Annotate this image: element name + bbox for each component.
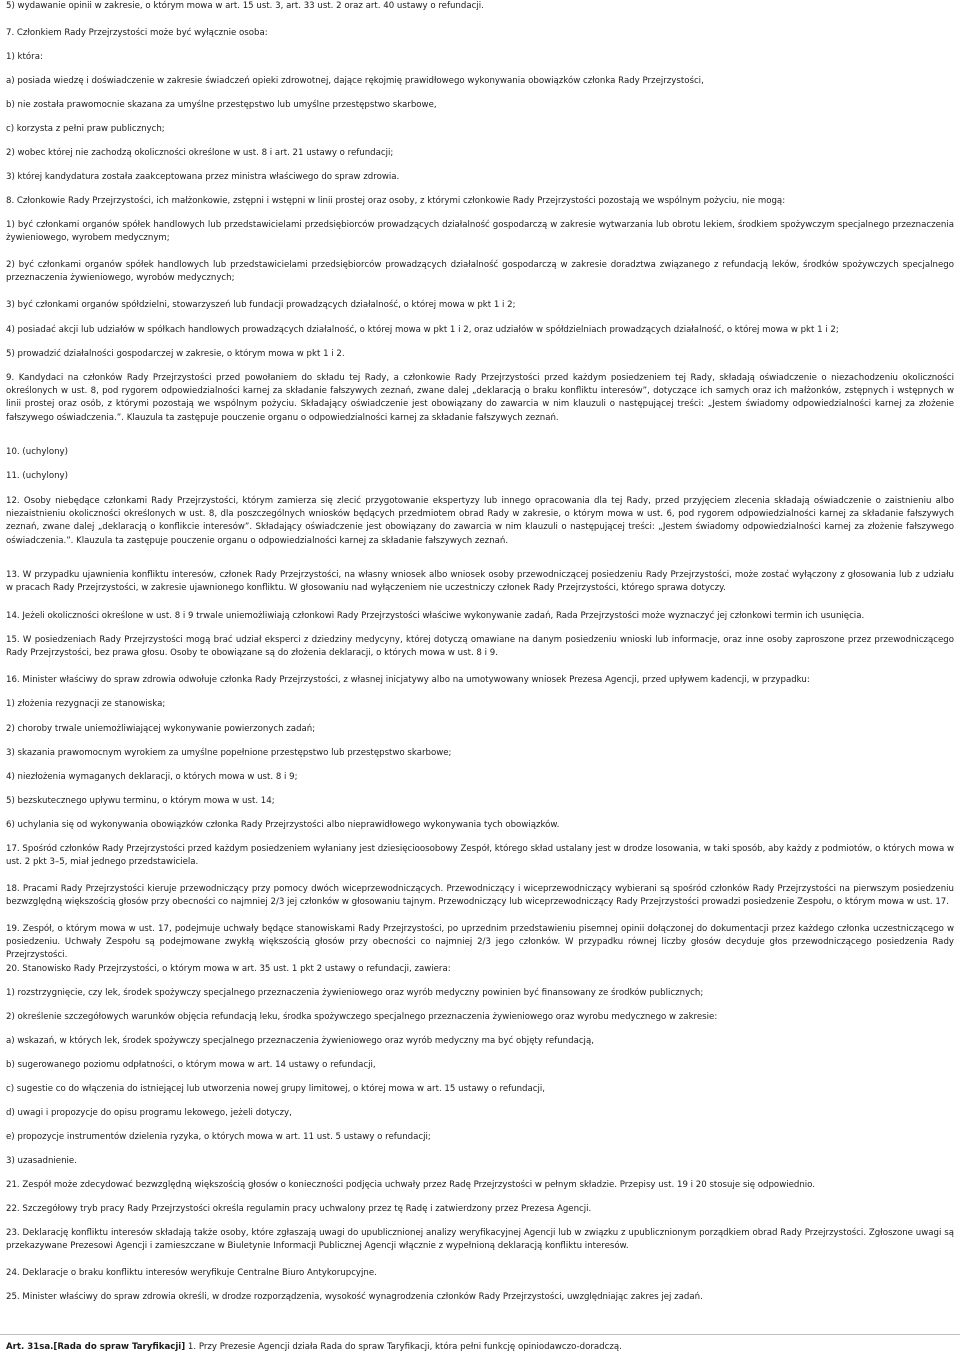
paragraph: 16. Minister właściwy do spraw zdrowia odwołuje członka Rady Przejrzystości, z własnej inicjatywy albo na umotywowany wniosek Prezesa Agencji, przed upływem kadencji, w przypadku: xyxy=(6,675,810,685)
paragraph: 2) choroby trwale uniemożliwiającej wykonywanie powierzonych zadań; xyxy=(6,724,316,734)
paragraph: 8. Członkowie Rady Przejrzystości, ich małżonkowie, zstępni i wstępni w linii prostej oraz osoby, z którymi członkowie Rady Przejrzystości pozostają we wspólnym pożyciu, nie mogą: xyxy=(6,196,786,206)
article-heading xyxy=(6,1341,954,1354)
paragraph: 2) określenie szczegółowych warunków objęcia refundacją leku, środka spożywczego specjalnego przeznaczenia żywieniowego oraz wyrobu medycznego w zakresie: xyxy=(6,1012,718,1022)
paragraph: 14. Jeżeli okoliczności określone w ust. 8 i 9 trwale uniemożliwiają członkowi Rady Przejrzystości właściwe wykonywanie zadań, Rada Przejrzystości może wyznaczyć jej członkowi termin ich usunięcia. xyxy=(6,611,865,621)
paragraph: 1) być członkami organów spółek handlowych lub przedstawicielami przedsiębiorców prowadzących działalność gospodarczą w zakresie wytwarzania lub obrotu lekiem, środkiem spożywczym specjalnego przeznaczenia żywieniowego, wyrobem medycznym; xyxy=(6,220,954,244)
paragraph: 20. Stanowisko Rady Przejrzystości, o którym mowa w art. 35 ust. 1 pkt 2 ustawy o refundacji, zawiera: xyxy=(6,964,451,974)
paragraph: 1) złożenia rezygnacji ze stanowiska; xyxy=(6,699,166,709)
paragraph: 22. Szczegółowy tryb pracy Rady Przejrzystości określa regulamin pracy uchwalony przez tę Radę i zatwierdzony przez Prezesa Agencji. xyxy=(6,1204,592,1214)
paragraph: c) sugestie co do włączenia do istniejącej lub utworzenia nowej grupy limitowej, o której mowa w art. 15 ustawy o refundacji, xyxy=(6,1084,545,1094)
paragraph: 5) bezskutecznego upływu terminu, o którym mowa w ust. 14; xyxy=(6,796,275,806)
paragraph: 5) wydawanie opinii w zakresie, o którym mowa w art. 15 ust. 3, art. 33 ust. 2 oraz art. 40 ustawy o refundacji. xyxy=(6,1,484,11)
paragraph: 3) której kandydatura została zaakceptowana przez ministra właściwego do spraw zdrowia. xyxy=(6,172,400,182)
paragraph: 13. W przypadku ujawnienia konfliktu interesów, członek Rady Przejrzystości, na własny wniosek albo wniosek osoby przewodniczącej posiedzeniu Rady Przejrzystości, może zostać wyłączony z głosowania lub z udziału w pracach Rady Przejrzystości, w zakresie ujawnionego konfliktu. W głosowaniu nad wyłączeniem nie uczestniczy członek Rady Przejrzystości, którego sprawa dotyczy. xyxy=(6,570,954,594)
paragraph: c) korzysta z pełni praw publicznych; xyxy=(6,124,165,134)
paragraph: e) propozycje instrumentów dzielenia ryzyka, o których mowa w art. 11 ust. 5 ustawy o refundacji; xyxy=(6,1132,431,1142)
paragraph: 2) wobec której nie zachodzą okoliczności określone w ust. 8 i art. 21 ustawy o refundacji; xyxy=(6,148,394,158)
paragraph: 7. Członkiem Rady Przejrzystości może być wyłącznie osoba: xyxy=(6,28,268,38)
paragraph: 2) być członkami organów spółek handlowych lub przedstawicielami przedsiębiorców prowadzących działalność gospodarczą w zakresie doradztwa związanego z refundacją leków, środków spożywczych specjalnego przeznaczenia żywieniowego, wyrobów medycznych; xyxy=(6,260,954,284)
paragraph: 10. (uchylony) xyxy=(6,447,68,457)
paragraph: 1) która: xyxy=(6,52,43,62)
paragraph: 24. Deklaracje o braku konfliktu interesów weryfikuje Centralne Biuro Antykorupcyjne. xyxy=(6,1268,377,1278)
paragraph: 18. Pracami Rady Przejrzystości kieruje przewodniczący przy pomocy dwóch wiceprzewodniczących. Przewodniczący i wiceprzewodniczący wybierani są spośród członków Rady Przejrzystości na pierwszym posiedzeniu bezwzględną większością głosów przy obecności co najmniej 2/3 jej członków w głosowaniu tajnym. Przewodniczący lub wiceprzewodniczący Rady Przejrzystości prowadzi posiedzenie Zespołu, o którym mowa w ust. 17. xyxy=(6,884,954,908)
paragraph: 4) posiadać akcji lub udziałów w spółkach handlowych prowadzących działalność, o której mowa w pkt 1 i 2, oraz udziałów w spółdzielniach prowadzących działalność, o której mowa w pkt 1 i 2; xyxy=(6,325,839,335)
paragraph: 9. Kandydaci na członków Rady Przejrzystości przed powołaniem do składu tej Rady, a członkowie Rady Przejrzystości przed każdym posiedzeniem tej Rady, składają oświadczenie o niezachodzeniu okoliczności określonych w ust. 8, pod rygorem odpowiedzialności karnej za składanie fałszywych zeznań, zwane dalej „deklaracją o braku konfliktu interesów”, dotyczące ich samych oraz ich małżonków, zstępnych i wstępnych w linii prostej oraz osób, z którymi pozostają we wspólnym pożyciu. Składający oświadczenie jest obowiązany do zawarcia w nim klauzuli o następującej treści: „Jestem świadomy odpowiedzialności karnej za złożenie fałszywego oświadczenia.”. Klauzula ta zastępuje pouczenie organu o odpowiedzialności karnej za składanie fałszywych zeznań. xyxy=(6,373,954,423)
paragraph: 3) uzasadnienie. xyxy=(6,1156,77,1166)
paragraph: b) nie została prawomocnie skazana za umyślne przestępstwo lub umyślne przestępstwo skarbowe, xyxy=(6,100,437,110)
paragraph: d) uwagi i propozycje do opisu programu lekowego, jeżeli dotyczy, xyxy=(6,1108,292,1118)
paragraph: 6) uchylania się od wykonywania obowiązków członka Rady Przejrzystości albo nieprawidłowego wykonywania tych obowiązków. xyxy=(6,820,560,830)
article-label: Art. 31sa.[Rada do spraw Taryfikacji] xyxy=(6,1342,186,1352)
paragraph: 1) rozstrzygnięcie, czy lek, środek spożywczy specjalnego przeznaczenia żywieniowego oraz wyrób medyczny powinien być finansowany ze środków publicznych; xyxy=(6,988,704,998)
paragraph: a) posiada wiedzę i doświadczenie w zakresie świadczeń opieki zdrowotnej, dające rękojmię prawidłowego wykonywania obowiązków członka Rady Przejrzystości, xyxy=(6,76,704,86)
paragraph: 12. Osoby niebędące członkami Rady Przejrzystości, którym zamierza się zlecić przygotowanie ekspertyzy lub innego opracowania dla tej Rady, przed przyjęciem zlecenia składają oświadczenie o zaistnieniu albo niezaistnieniu okoliczności określonych w ust. 8, dla poszczególnych wniosków będących przedmiotem obrad Rady w zakresie, o którym mowa w ust. 6, pod rygorem odpowiedzialności karnej za składanie fałszywych zeznań, zwane dalej „deklaracją o konflikcie interesów”. Składający oświadczenie jest obowiązany do zawarcia w nim klauzuli o następującej treści: „Jestem świadomy odpowiedzialności karnej za złożenie fałszywego oświadczenia.”. Klauzula ta zastępuje pouczenie organu o odpowiedzialności karnej za składanie fałszywych zeznań. xyxy=(6,496,954,546)
paragraph: 23. Deklarację konfliktu interesów składają także osoby, które zgłaszają uwagi do upublicznionej analizy weryfikacyjnej Agencji lub w związku z upublicznionym porządkiem obrad Rady Przejrzystości. Zgłoszone uwagi są przekazywane Prezesowi Agencji i zamieszczane w Biuletynie Informacji Publicznej Agencji włącznie z wypełnioną deklaracją konfliktu interesów. xyxy=(6,1228,954,1252)
paragraph: 5) prowadzić działalności gospodarczej w zakresie, o którym mowa w pkt 1 i 2. xyxy=(6,349,345,359)
paragraph: 15. W posiedzeniach Rady Przejrzystości mogą brać udział eksperci z dziedziny medycyny, której dotyczą omawiane na danym posiedzeniu wnioski lub informacje, oraz inne osoby zaproszone przez przewodniczącego Rady Przejrzystości, bez prawa głosu. Osoby te obowiązane są do złożenia deklaracji, o których mowa w ust. 8 i 9. xyxy=(6,635,954,659)
paragraph: 21. Zespół może zdecydować bezwzględną większością głosów o konieczności podjęcia uchwały przez Radę Przejrzystości w pełnym składzie. Przepisy ust. 19 i 20 stosuje się odpowiednio. xyxy=(6,1180,816,1190)
paragraph: 11. (uchylony) xyxy=(6,471,68,481)
paragraph: 25. Minister właściwy do spraw zdrowia określi, w drodze rozporządzenia, wysokość wynagrodzenia członków Rady Przejrzystości, uwzględniając zakres jej zadań. xyxy=(6,1292,703,1302)
paragraph: 4) niezłożenia wymaganych deklaracji, o których mowa w ust. 8 i 9; xyxy=(6,772,298,782)
paragraph: 3) skazania prawomocnym wyrokiem za umyślne popełnione przestępstwo lub przestępstwo skarbowe; xyxy=(6,748,452,758)
paragraph: 17. Spośród członków Rady Przejrzystości przed każdym posiedzeniem wyłaniany jest dziesięcioosobowy Zespół, którego skład ustalany jest w drodze losowania, w taki sposób, aby każdy z podmiotów, o których mowa w ust. 2 pkt 3–5, miał jednego przedstawiciela. xyxy=(6,844,954,868)
paragraph: 19. Zespół, o którym mowa w ust. 17, podejmuje uchwały będące stanowiskami Rady Przejrzystości, po uprzednim przedstawieniu pisemnej opinii dołączonej do dokumentacji przez każdego członka uczestniczącego w posiedzeniu. Uchwały Zespołu są podejmowane zwykłą większością głosów przy obecności co najmniej 2/3 jego członków. W przypadku równej liczby głosów decyduje głos przewodniczącego posiedzenia Rady Przejrzystości. xyxy=(6,924,954,961)
paragraph: 3) być członkami organów spółdzielni, stowarzyszeń lub fundacji prowadzących działalność, o której mowa w pkt 1 i 2; xyxy=(6,300,516,310)
separator-line xyxy=(0,1334,960,1335)
paragraph: a) wskazań, w których lek, środek spożywczy specjalnego przeznaczenia żywieniowego oraz wyrób medyczny ma być objęty refundacją, xyxy=(6,1036,594,1046)
article-text: 1. Przy Prezesie Agencji działa Rada do spraw Taryfikacji, która pełni funkcję opiniodawczo-doradczą. xyxy=(185,1342,622,1352)
paragraph: b) sugerowanego poziomu odpłatności, o którym mowa w art. 14 ustawy o refundacji, xyxy=(6,1060,376,1070)
